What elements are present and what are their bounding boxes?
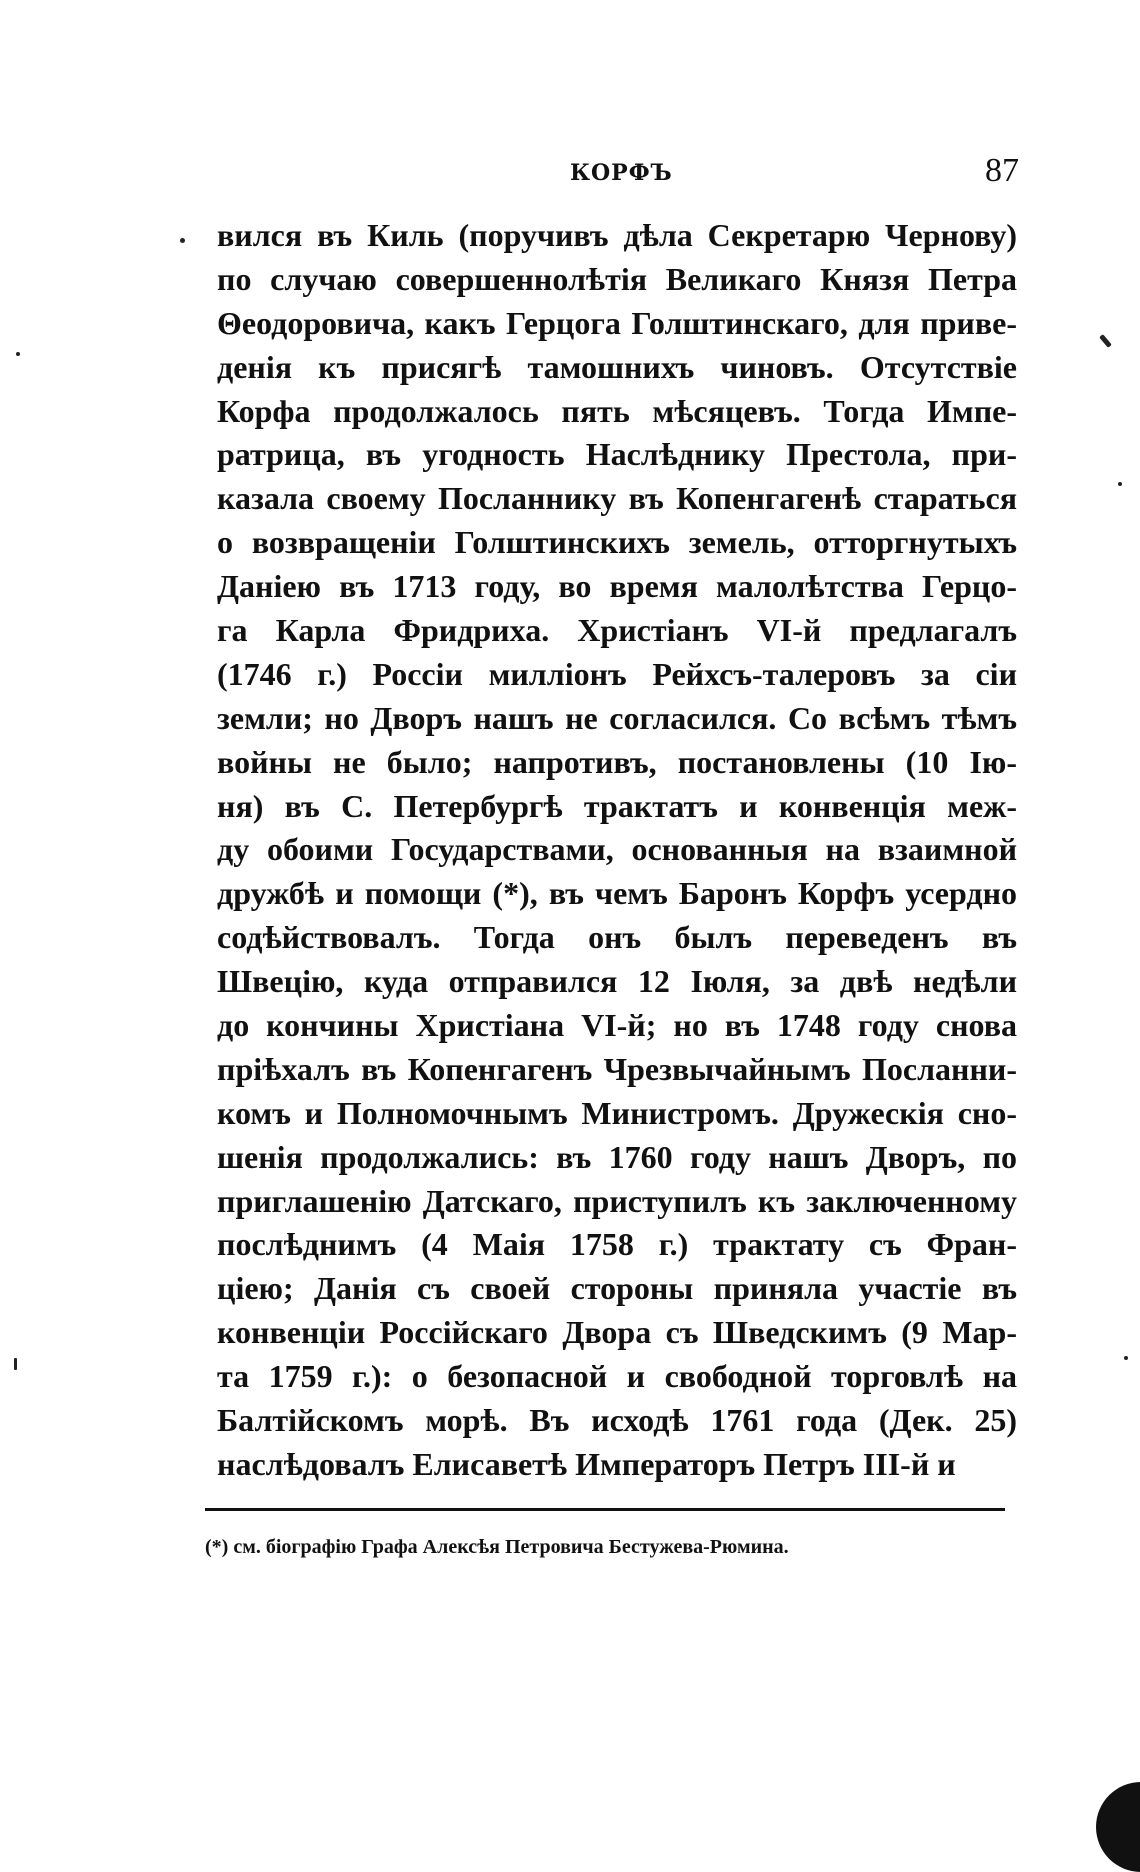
scan-speck — [180, 238, 185, 243]
text-line: ратрица, въ угодность Наслѣднику Престола, при- — [217, 436, 1017, 473]
text-line: казала своему Посланнику въ Копенгагенѣ стараться — [217, 480, 1017, 517]
text-line: пріѣхалъ въ Копенгагенъ Чрезвычайнымъ Посланни- — [217, 1050, 1017, 1087]
text-line: (1746 г.) Россіи милліонъ Рейхсъ-талеровъ за сіи — [217, 655, 1017, 692]
text-line: ня) въ С. Петербургѣ трактатъ и конвенція меж- — [217, 787, 1017, 824]
text-line: наслѣдовалъ Елисаветѣ Императоръ Петръ III-й и — [217, 1445, 956, 1482]
text-line: Θеодоровича, какъ Герцога Голштинскаго, для приве- — [217, 304, 1017, 341]
scan-speck — [16, 352, 20, 356]
text-line: Швецію, куда отправился 12 Іюля, за двѣ недѣли — [217, 963, 1017, 1000]
scan-speck — [14, 1358, 17, 1370]
scan-speck — [1118, 482, 1122, 486]
text-line: Корфа продолжалось пять мѣсяцевъ. Тогда Импе- — [217, 392, 1017, 429]
text-line: о возвращеніи Голштинскихъ земель, отторгнутыхъ — [217, 524, 1017, 561]
running-head: КОРФЪ — [570, 160, 673, 186]
scan-speck — [1124, 1356, 1128, 1360]
scan-corner-blot — [1096, 1782, 1140, 1872]
text-line: ціею; Данія съ своей стороны приняла участіе въ — [217, 1270, 1017, 1307]
body-text — [217, 214, 1017, 1487]
text-line: шенія продолжались: въ 1760 году нашъ Дворъ, по — [217, 1138, 1017, 1175]
footnote-rule — [205, 1508, 1005, 1511]
text-line: дружбѣ и помощи (*), въ чемъ Баронъ Корфъ усердно — [217, 875, 1017, 912]
text-line: Балтійскомъ морѣ. Въ исходѣ 1761 года (Дек. 25) — [217, 1402, 1017, 1439]
text-line: приглашенію Датскаго, приступилъ къ заключенному — [217, 1182, 1017, 1219]
page-number: 87 — [985, 152, 1019, 189]
text-line: по случаю совершеннолѣтія Великаго Князя Петра — [217, 260, 1017, 297]
text-line: ду обоими Государствами, основанныя на взаимной — [217, 831, 1017, 868]
text-line: денія къ присягѣ тамошнихъ чиновъ. Отсутствіе — [217, 348, 1017, 385]
scan-speck — [1099, 334, 1112, 348]
text-line: послѣднимъ (4 Маія 1758 г.) трактату съ Фран- — [217, 1226, 1017, 1263]
text-line: га Карла Фридриха. Христіанъ VI-й предлагалъ — [217, 612, 1017, 649]
text-line: до кончины Христіана VI-й; но въ 1748 году снова — [217, 1007, 1017, 1044]
text-line: та 1759 г.): о безопасной и свободной торговлѣ на — [217, 1358, 1017, 1395]
text-line: Даніею въ 1713 году, во время малолѣтства Герцо- — [217, 568, 1017, 605]
text-line: конвенціи Россійскаго Двора съ Шведскимъ (9 Мар- — [217, 1314, 1017, 1351]
text-line: земли; но Дворъ нашъ не согласился. Со всѣмъ тѣмъ — [217, 699, 1017, 736]
text-line: содѣйствовалъ. Тогда онъ былъ переведенъ въ — [217, 919, 1017, 956]
text-line: комъ и Полномочнымъ Министромъ. Дружескія сно- — [217, 1094, 1017, 1131]
text-line: вился въ Киль (поручивъ дѣла Секретарю Чернову) — [217, 217, 1017, 253]
text-line: войны не было; напротивъ, постановлены (10 Ію- — [217, 743, 1017, 780]
footnote: (*) см. біографію Графа Алексѣя Петровича Бестужева-Рюмина. — [205, 1536, 789, 1558]
